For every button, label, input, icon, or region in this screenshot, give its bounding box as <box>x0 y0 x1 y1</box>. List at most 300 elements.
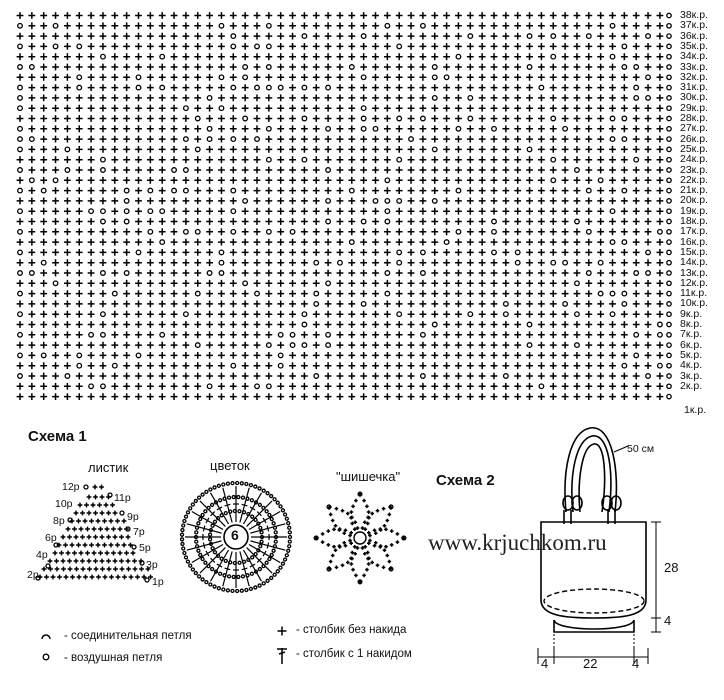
leaf-stitch <box>119 559 124 564</box>
leaf-stitch <box>80 535 85 540</box>
leaf-stitch <box>92 527 97 532</box>
flower-chain <box>236 589 239 592</box>
flower-chain <box>265 510 268 513</box>
flower-chain <box>198 496 201 499</box>
legend-single-crochet: - столбик без накида <box>296 624 407 636</box>
leaf-stitch <box>103 575 108 580</box>
cone-stitch <box>386 554 390 558</box>
cone-stitch <box>382 566 386 570</box>
leaf-row-3: 3р <box>146 559 158 571</box>
leaf-stitch <box>85 527 90 532</box>
leaf-stitch <box>94 567 99 572</box>
leaf-stitch <box>83 543 88 548</box>
flower-chain <box>284 513 287 516</box>
legend-slip-stitch: - соединительная петля <box>64 630 192 642</box>
leaf-stitch <box>72 527 77 532</box>
flower-chain <box>181 533 184 536</box>
flower-chain <box>211 568 214 571</box>
cone-stitch <box>390 543 394 547</box>
flower-chain <box>181 538 184 541</box>
flower-chain <box>205 490 208 493</box>
leaf-stitch <box>74 559 79 564</box>
leaf-stitch <box>48 559 53 564</box>
cone-stitch <box>350 562 354 566</box>
flower-chain <box>232 496 235 499</box>
leaf-stitch <box>129 575 134 580</box>
leaf-stitch <box>96 519 101 524</box>
flower-chain <box>201 557 204 560</box>
flower-chain <box>231 589 234 592</box>
cone-center <box>354 532 366 544</box>
flower-chain <box>274 531 277 534</box>
leaf-stitch <box>135 575 140 580</box>
row-label: 28к.р. <box>680 112 708 124</box>
flower-chain <box>273 498 276 501</box>
leaf-row-4: 4р <box>36 549 48 561</box>
cone-stitch <box>332 528 336 532</box>
flower-chain <box>251 556 254 559</box>
leaf-stitch <box>76 543 81 548</box>
leaf-row-2: 2р <box>27 569 39 581</box>
cone-stitch <box>388 513 392 517</box>
row-label: 24к.р. <box>680 153 708 166</box>
flower-chain <box>199 518 202 521</box>
flower-chain <box>222 588 225 591</box>
flower-chain <box>226 589 229 592</box>
row-label: 8к.р. <box>680 318 703 330</box>
row-label: 11к.р. <box>680 287 708 300</box>
leaf-stitch <box>109 519 114 524</box>
cone-stitch <box>331 554 335 558</box>
flower-chain <box>209 583 212 586</box>
flower-chain <box>183 519 186 522</box>
cone-stitch <box>386 519 390 523</box>
cone-stitch <box>341 564 345 568</box>
leaf-stitch <box>139 567 144 572</box>
flower-chain <box>189 564 192 567</box>
cone-stitch <box>354 574 358 578</box>
bag-height: 28 <box>664 560 679 575</box>
cone-stitch <box>334 548 338 552</box>
leaf-stitch <box>84 503 89 508</box>
cone-stitch <box>354 499 358 503</box>
flower-chain <box>281 562 284 565</box>
flower-chain <box>284 558 287 561</box>
scheme1-title: Схема 1 <box>28 428 87 445</box>
row-label: 14к.р. <box>680 256 708 269</box>
flower-chain <box>186 511 189 514</box>
flower-chain <box>240 589 243 592</box>
flower-chain <box>240 482 243 485</box>
flower-chain <box>254 586 257 589</box>
row-label: 15к.р. <box>680 245 708 258</box>
flower-chain <box>241 496 244 499</box>
cone-stitch <box>332 545 336 549</box>
leaf-chain <box>145 578 149 582</box>
leaf-stitch <box>126 535 131 540</box>
flower-chain <box>245 588 248 591</box>
flower-chain <box>268 557 271 560</box>
leaf-stitch <box>74 511 79 516</box>
leaf-stitch <box>85 551 90 556</box>
leaf-stitch <box>79 551 84 556</box>
leaf-chain <box>120 511 124 515</box>
flower-chain <box>258 568 261 571</box>
row-label: 6к.р. <box>680 338 703 351</box>
flower-chain <box>209 538 212 541</box>
width-right: 4 <box>632 656 640 671</box>
leaf-stitch <box>57 575 62 580</box>
row-label: 5к.р. <box>680 348 703 361</box>
leaf-stitch <box>42 567 47 572</box>
flower-chain <box>250 499 253 502</box>
flower-chain <box>213 486 216 489</box>
cone-stitch <box>365 568 369 572</box>
flower-chain <box>199 553 202 556</box>
flower-chain <box>198 575 201 578</box>
leaf-stitch <box>89 519 94 524</box>
row-label: 31к.р. <box>680 81 708 94</box>
row-label: 3к.р. <box>680 369 703 382</box>
row-label: 25к.р. <box>680 142 708 155</box>
leaf-stitch <box>74 535 79 540</box>
leaf-stitch <box>77 575 82 580</box>
flower-chain <box>217 484 220 487</box>
leaf-stitch <box>64 575 69 580</box>
leaf-stitch <box>91 503 96 508</box>
flower-chain <box>273 573 276 576</box>
flower-chain <box>205 581 208 584</box>
cone-stitch <box>331 519 335 523</box>
flower-chain <box>185 515 188 518</box>
flower-chain <box>195 531 198 534</box>
flower-chain <box>191 568 194 571</box>
bag-handle-core <box>579 444 604 512</box>
leaf-row-9: 9р <box>127 511 139 523</box>
flower-post-bar <box>242 568 248 570</box>
row-label: 26к.р. <box>680 132 708 145</box>
leaf-stitch <box>105 551 110 556</box>
cone-stitch <box>335 566 339 570</box>
leaf-stitch <box>98 551 103 556</box>
leaf-stitch <box>115 543 120 548</box>
flower-chain <box>262 582 265 585</box>
flower-post-bar <box>267 543 269 549</box>
cone-stitch <box>367 562 371 566</box>
cone-stitch <box>383 548 387 552</box>
flower-chain <box>195 540 198 543</box>
flower-chain <box>270 576 273 579</box>
cone-diagram <box>314 492 406 584</box>
bag-base <box>554 620 634 632</box>
leaf-stitch <box>96 543 101 548</box>
leaf-chain <box>46 564 50 568</box>
flower-chain <box>241 575 244 578</box>
leaf-stitch <box>119 535 124 540</box>
flower-chain <box>276 501 279 504</box>
handle-pointer <box>614 446 628 452</box>
cone-stitch <box>376 564 380 568</box>
legend-double-crochet: - столбик с 1 накидом <box>296 648 412 660</box>
flower-post-bar <box>225 504 231 506</box>
leaf-stitch <box>107 567 112 572</box>
cone-stitch <box>390 529 394 533</box>
leaf-stitch <box>87 535 92 540</box>
flower-chain <box>289 536 292 539</box>
cone-stitch <box>376 509 380 513</box>
flower-chain <box>237 496 240 499</box>
cone-stitch <box>321 540 325 544</box>
leaf-row-5: 5р <box>139 542 151 554</box>
row-label: 1к.р. <box>684 403 707 416</box>
leaf-stitch <box>55 567 60 572</box>
flower-chain <box>201 514 204 517</box>
flower-chain <box>182 547 185 550</box>
leaf-stitch <box>120 567 125 572</box>
leaf-stitch <box>118 527 123 532</box>
row-label: 33к.р. <box>680 60 708 73</box>
flower-chain <box>181 529 184 532</box>
single-crochet-icon <box>278 627 287 636</box>
flower-chain <box>238 510 241 513</box>
row-label: 37к.р. <box>680 19 708 32</box>
flower-chain <box>217 587 220 590</box>
row-label: 18к.р. <box>680 215 708 227</box>
row-label: 32к.р. <box>680 70 708 83</box>
leaf-stitch <box>98 527 103 532</box>
leaf-stitch <box>72 551 77 556</box>
cone-stitch <box>341 509 345 513</box>
leaf-stitch <box>96 575 101 580</box>
leaf-stitch <box>100 495 105 500</box>
flower-chain <box>209 533 212 536</box>
leaf-stitch <box>93 559 98 564</box>
cone-stitch <box>335 507 339 511</box>
flower-chain <box>270 495 273 498</box>
leaf-stitch <box>106 511 111 516</box>
leaf-stitch <box>105 527 110 532</box>
cone-stitch <box>382 507 386 511</box>
cone-stitch <box>327 543 331 547</box>
leaf-row-1: 1р <box>152 576 164 588</box>
flower-chain <box>201 578 204 581</box>
flower-chain <box>213 585 216 588</box>
handle-length: 50 см <box>627 443 655 455</box>
flower-chain <box>201 493 204 496</box>
flower-chain <box>222 483 225 486</box>
row-label: 22к.р. <box>680 173 708 186</box>
flower-chain <box>279 505 282 508</box>
leaf-stitch <box>122 519 127 524</box>
flower-chain <box>228 575 231 578</box>
leaf-row-6: 6р <box>45 532 57 544</box>
flower-chain <box>285 554 288 557</box>
leaf-stitch <box>122 575 127 580</box>
leaf-stitch <box>83 575 88 580</box>
leaf-stitch <box>81 567 86 572</box>
leaf-stitch <box>93 495 98 500</box>
flower-chain <box>249 587 252 590</box>
flower-chain <box>285 517 288 520</box>
leaf-stitch <box>92 551 97 556</box>
cone-stitch <box>351 505 355 509</box>
flower-chain <box>288 531 291 534</box>
flower-chain <box>226 482 229 485</box>
leaf-stitch <box>133 567 138 572</box>
flower-post-bar <box>267 526 269 532</box>
flower-chain <box>183 552 186 555</box>
flower-chain <box>258 503 261 506</box>
flower-chain <box>260 531 263 534</box>
row-label: 21к.р. <box>680 184 708 197</box>
leaf-chain <box>84 485 88 489</box>
cone-stitch <box>327 529 331 533</box>
leaf-stitch <box>131 551 136 556</box>
flower-chain <box>265 561 268 564</box>
flower-chain <box>258 487 261 490</box>
flower-chain <box>204 561 207 564</box>
flower-chain <box>213 520 216 523</box>
flower-center-count: 6 <box>231 527 239 543</box>
flower-title: цветок <box>210 458 250 473</box>
leaf-stitch <box>87 567 92 572</box>
row-label: 27к.р. <box>680 122 708 135</box>
flower-post-bar <box>242 504 248 506</box>
flower-chain <box>245 483 248 486</box>
leaf-stitch <box>122 543 127 548</box>
flower-chain <box>288 545 291 548</box>
leaf-stitch <box>83 519 88 524</box>
flower-chain <box>288 540 291 543</box>
leaf-stitch <box>59 551 64 556</box>
cone-stitch <box>350 510 354 514</box>
leaf-stitch <box>100 567 105 572</box>
flower-chain <box>186 560 189 563</box>
flower-post-bar <box>225 568 231 570</box>
flower-chain <box>272 549 275 552</box>
flower-chain <box>194 572 197 575</box>
flower-chain <box>219 572 222 575</box>
flower-post-bar <box>203 526 205 532</box>
leaf-stitch <box>70 543 75 548</box>
cone-stitch <box>346 561 350 565</box>
flower-chain <box>260 540 263 543</box>
flower-chain <box>209 488 212 491</box>
leaf-chain <box>68 518 72 522</box>
legend-chain-stitch: - воздушная петля <box>64 652 163 664</box>
leaf-stitch <box>87 559 92 564</box>
leaf-stitch <box>87 495 92 500</box>
leaf-stitch <box>80 559 85 564</box>
width-left: 4 <box>541 656 549 671</box>
cone-title: "шишечка" <box>336 469 401 484</box>
flower-chain <box>251 515 254 518</box>
row-label: 2к.р. <box>680 379 703 392</box>
leaf-chain <box>140 561 144 565</box>
cone-stitch <box>384 545 388 549</box>
flower-chain <box>189 507 192 510</box>
leaf-stitch <box>66 551 71 556</box>
flower-chain <box>287 522 290 525</box>
leaf-stitch <box>102 519 107 524</box>
flower-chain <box>204 510 207 513</box>
flower-chain <box>181 542 184 545</box>
flower-chain <box>272 522 275 525</box>
flower-post-bar <box>203 543 205 549</box>
row-label: 13к.р. <box>680 266 708 279</box>
cone-stitch <box>365 505 369 509</box>
leaf-stitch <box>100 511 105 516</box>
flower-chain <box>232 575 235 578</box>
watermark: www.krjuchkom.ru <box>428 530 607 555</box>
flower-chain <box>279 566 282 569</box>
flower-chain <box>231 482 234 485</box>
leaf-stitch <box>97 503 102 508</box>
leaf-stitch <box>44 575 49 580</box>
leaf-stitch <box>51 575 56 580</box>
flower-chain <box>191 503 194 506</box>
leaf-stitch <box>70 575 75 580</box>
flower-chain <box>224 559 227 562</box>
leaf-stitch <box>126 559 131 564</box>
cone-stitch <box>383 524 387 528</box>
cone-stitch <box>329 513 333 517</box>
leaf-stitch <box>76 519 81 524</box>
chain-stitch-icon <box>43 654 49 660</box>
leaf-stitch <box>126 567 131 572</box>
flower-chain <box>259 526 262 529</box>
leaf-stitch <box>118 551 123 556</box>
leaf-row-10: 10р <box>55 498 73 510</box>
leaf-stitch <box>61 567 66 572</box>
flower-chain <box>254 485 257 488</box>
flower-chain <box>236 482 239 485</box>
leaf-stitch <box>100 559 105 564</box>
flower-chain <box>249 484 252 487</box>
leaf-row-8: 8р <box>53 515 65 527</box>
row-label: 36к.р. <box>680 29 708 42</box>
row-label: 29к.р. <box>680 101 708 114</box>
flower-chain <box>259 545 262 548</box>
flower-chain <box>276 570 279 573</box>
leaf-stitch <box>93 511 98 516</box>
leaf-stitch <box>79 527 84 532</box>
leaf-stitch <box>53 551 58 556</box>
cone-stitch <box>396 540 400 544</box>
leaf-chain <box>132 545 136 549</box>
flower-chain <box>250 572 253 575</box>
flower-chain <box>213 551 216 554</box>
leaf-stitch <box>104 503 109 508</box>
leaf-stitch <box>78 503 83 508</box>
cone-stitch <box>321 532 325 536</box>
flower-chain <box>270 553 273 556</box>
flower-chain <box>194 499 197 502</box>
flower-chain <box>228 496 231 499</box>
row-label: 38к.р. <box>680 9 708 21</box>
row-label: 4к.р. <box>680 359 703 372</box>
leaf-stitch <box>132 559 137 564</box>
leaf-stitch <box>109 543 114 548</box>
flower-chain <box>224 512 227 515</box>
leaf-stitch <box>113 535 118 540</box>
leaf-row-7: 7р <box>133 526 145 538</box>
flower-chain <box>268 514 271 517</box>
cone-stitch <box>388 560 392 564</box>
filet-grid-chart <box>17 12 672 400</box>
row-label: 9к.р. <box>680 307 703 320</box>
flower-chain <box>266 579 269 582</box>
